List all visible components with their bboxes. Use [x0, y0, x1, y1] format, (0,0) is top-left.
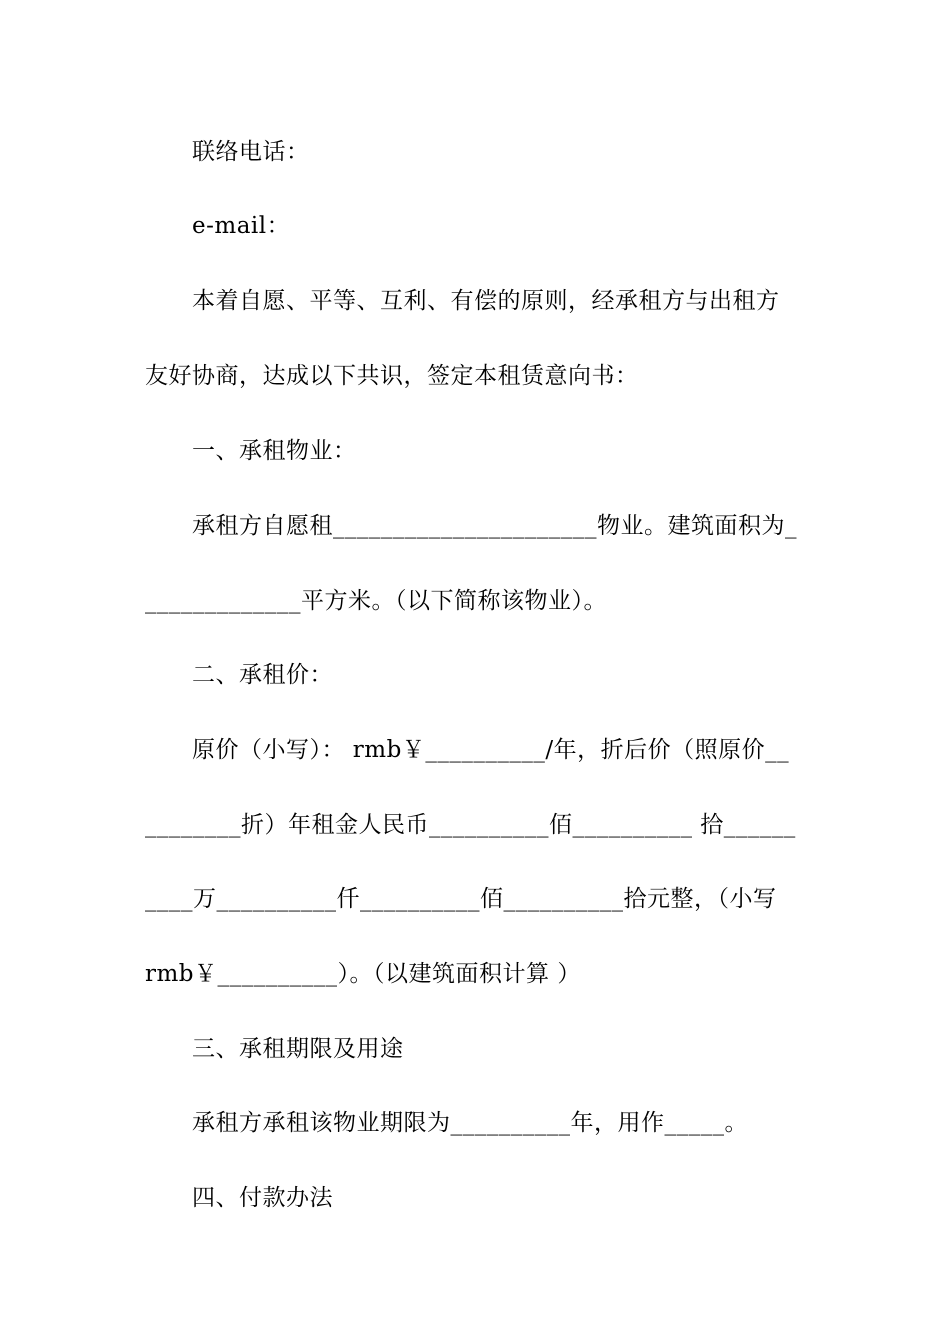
section-4-heading: 四、付款办法 — [192, 1185, 333, 1211]
section-1-heading: 一、承租物业： — [192, 438, 357, 464]
property-line-2: _____________平方米。（以下简称该物业）。 — [145, 588, 607, 614]
email-label: e-mail： — [192, 213, 291, 239]
section-3-heading: 三、承租期限及用途 — [192, 1036, 404, 1062]
section-2-heading: 二、承租价： — [192, 662, 333, 688]
price-line-1: 原价（小写）： rmb￥__________/年，折后价（照原价__ — [192, 737, 790, 763]
property-line-1: 承租方自愿租______________________物业。建筑面积为_ — [192, 513, 797, 539]
contact-phone-label: 联络电话： — [192, 139, 310, 165]
preamble-line-1: 本着自愿、平等、互利、有偿的原则，经承租方与出租方 — [192, 288, 780, 314]
term-line: 承租方承租该物业期限为__________年，用作_____。 — [192, 1110, 748, 1136]
price-line-2: ________折）年租金人民币__________佰__________ 拾______ — [145, 812, 796, 838]
price-line-4: rmb￥__________）。（以建筑面积计算 ） — [145, 961, 581, 987]
price-line-3: ____万__________仟__________佰__________拾元整，（小写 — [145, 886, 777, 912]
preamble-line-2: 友好协商，达成以下共识，签定本租赁意向书： — [145, 363, 639, 389]
